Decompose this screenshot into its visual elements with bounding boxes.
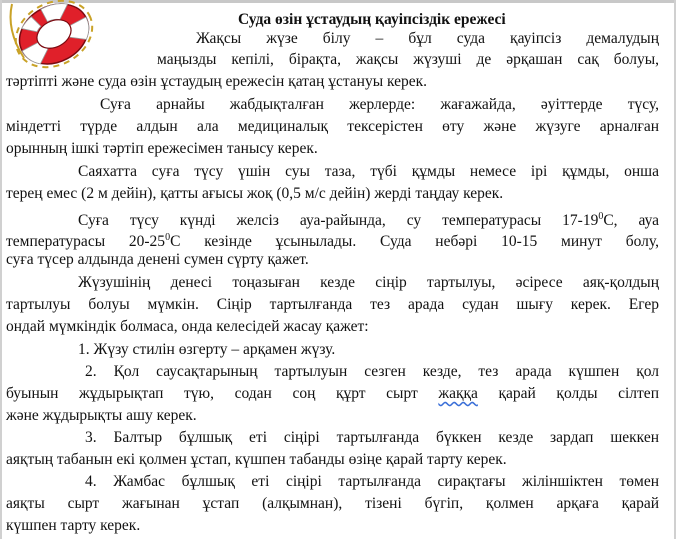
paragraph-3-line-2: терең емес (2 м дейін), қатты ағысы жоқ (0,5 м/с дейін) жерді таңдау керек. [6,185,504,202]
list-item-2-line-1: 2. Қол саусақтарының тартылуын сезген кезде, тез арада күшпен қол [85,363,659,380]
spellcheck-flagged-word: жаққа [438,385,478,402]
document-title: Суда өзін ұстаудың қауіпсіздік ережесі [238,11,506,28]
paragraph-5-line-3: ондай мүмкіндік болмаса, онда келесідей жасау қажет: [6,318,369,335]
list-item-4-line-2: аяқты сырт жағынан ұстап (алқымнан), тізені бүгіп, қолмен арқаға қарай [6,495,659,512]
page-border-top [0,0,676,3]
paragraph-3-line-1: Саяхатта суға түсу үшін суы таза, түбі құмды немесе ірі құмды, онша [78,163,659,180]
paragraph-4-line-2-text-b: С кезінде ұсынылады. Суда небәрі 10-15 минут болу, [170,233,659,251]
list-item-2-line-2-text-a: буынын жұдырықтап түю, содан соң құрт сырт [6,385,439,402]
paragraph-4-line-2 [6,228,659,252]
list-item-2-line-3: және жұдырықты ашу керек. [6,407,197,424]
intro-line-3: тәртіпті және суда өзін ұстаудың ережесін қатаң ұстануы керек. [6,73,428,90]
life-buoy-icon [2,0,98,72]
paragraph-5-line-1: Жүзушінің денесі тоңазыған кезде сіңір тартылуы, әсіресе аяқ-қолдың [78,274,659,291]
list-item-2-line-2-text-b: қарай қолды сілтеп [477,385,659,402]
list-item-1: 1. Жүзу стилін өзгерту – арқамен жүзу. [78,341,336,358]
paragraph-4-line-1-text-b: С, ауа [603,212,660,230]
intro-line-2: маңызды кепілі, бірақта, жақсы жүзуші де әрқашан сақ болуы, [157,51,659,68]
degree-superscript: 0 [598,211,604,222]
paragraph-2-line-3: орынның ішкі тәртіп ережесімен танысу керек. [6,140,318,157]
paragraph-2-line-2: міндетті түрде алдын ала медициналық тексерістен өту және жүзуге арналған [6,118,659,135]
paragraph-5-line-2: тартылуы болуы мүмкін. Сіңір тартылғанда тез арада судан шығу керек. Егер [6,296,659,313]
page-border-left [0,0,2,539]
list-item-2-line-2 [6,384,659,404]
list-item-4-line-1: 4. Жамбас бұлшық еті сіңірі тартылғанда сирақтағы жіліншіктен төмен [85,473,659,490]
degree-superscript: 0 [165,232,171,243]
paragraph-4-line-3: суға түсер алдында денені сумен сүрту қажет. [6,251,309,268]
intro-line-1: Жақсы жүзе білу – бұл суда қауіпсіз демалудың [196,30,659,47]
paragraph-4-line-2-text-a: температурасы 20-25 [6,233,166,251]
list-item-3-line-2: аяқтың табанын екі қолмен ұстап, күшпен табанды өзіңе қарай тарту керек. [6,451,507,468]
paragraph-4-line-1-text-a: Суға түсу күнді желсіз ауа-райында, су температурасы 17-19 [78,212,599,230]
list-item-4-line-3: күшпен тарту керек. [6,517,141,534]
list-item-3-line-1: 3. Балтыр бұлшық еті сіңірі тартылғанда бүккен кезде зардап шеккен [85,429,659,446]
paragraph-2-line-1: Суға арнайы жабдықталған жерлерде: жағажайда, әуіттерде түсу, [100,96,659,113]
